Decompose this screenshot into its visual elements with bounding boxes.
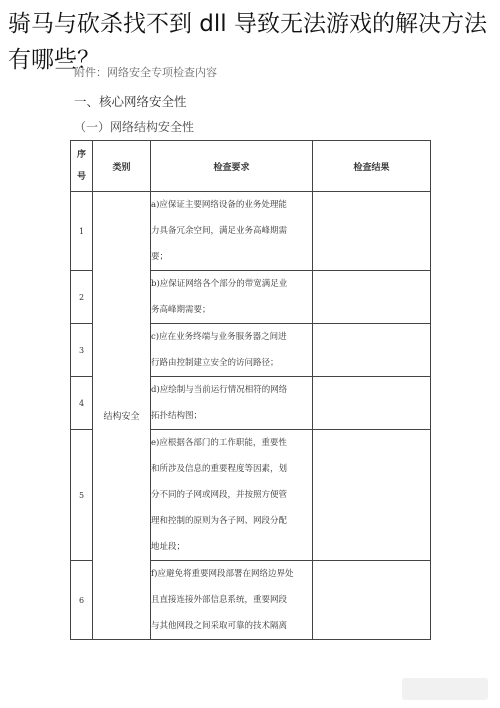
requirement-line: 与其他网段之间采取可靠的技术隔离 <box>151 621 288 631</box>
requirement-line: c)应在业务终端与业务服务器之间进 <box>151 332 287 342</box>
header-number-line: 序 <box>76 150 86 160</box>
requirement-cell <box>151 192 313 271</box>
requirement-line: 地址段； <box>151 542 186 552</box>
requirement-cell <box>151 561 313 640</box>
requirement-line: 行路由控制建立安全的访问路径； <box>151 358 279 368</box>
requirement-cell <box>151 324 313 377</box>
requirement-line: 和所涉及信息的重要程度等因素，划 <box>151 464 288 474</box>
requirement-line: 要； <box>151 252 169 262</box>
appendix-title: 附件：网络安全专项检查内容 <box>74 66 217 79</box>
requirement-cell <box>151 271 313 324</box>
requirement-line: 分不同的子网或网段，并按照方便管 <box>151 490 288 500</box>
category-cell: 结构安全 <box>93 192 151 640</box>
row-number: 1 <box>71 192 93 271</box>
requirement-cell <box>151 430 313 561</box>
row-number: 3 <box>71 324 93 377</box>
requirement-line: a)应保证主要网络设备的业务处理能 <box>151 200 287 210</box>
requirement-line: b)应保证网络各个部分的带宽满足业 <box>151 279 288 289</box>
page-title: 骑马与砍杀找不到 dll 导致无法游戏的解决方法有哪些？ <box>8 11 488 73</box>
row-number: 2 <box>71 271 93 324</box>
requirement-line: 务高峰期需要； <box>151 305 211 315</box>
header-requirements: 检查要求 <box>151 141 313 192</box>
requirement-line: f)应避免将重要网段部署在网络边界处 <box>151 569 294 579</box>
result-cell <box>313 324 431 377</box>
requirement-line: e)应根据各部门的工作职能，重要性 <box>151 438 287 448</box>
header-number <box>71 141 93 192</box>
result-cell <box>313 271 431 324</box>
subsection-heading: （一）网络结构安全性 <box>74 120 195 134</box>
header-result: 检查结果 <box>313 141 431 192</box>
requirement-line: 理和控制的原则为各子网、网段分配 <box>151 516 288 526</box>
result-cell <box>313 377 431 430</box>
requirement-cell <box>151 377 313 430</box>
header-category: 类别 <box>93 141 151 192</box>
requirement-line: 且直接连接外部信息系统，重要网段 <box>151 595 288 605</box>
requirement-line: 力具备冗余空间，满足业务高峰期需 <box>151 226 288 236</box>
section-heading: 一、核心网络安全性 <box>74 94 187 109</box>
table-row <box>71 192 431 271</box>
header-number-line: 号 <box>76 172 86 182</box>
watermark-logo <box>402 678 488 700</box>
row-number: 5 <box>71 430 93 561</box>
result-cell <box>313 430 431 561</box>
result-cell <box>313 192 431 271</box>
requirement-line: 拓扑结构图； <box>151 411 203 421</box>
result-cell <box>313 561 431 640</box>
table-header-row <box>71 141 431 192</box>
row-number: 6 <box>71 561 93 640</box>
inspection-table <box>70 140 431 640</box>
row-number: 4 <box>71 377 93 430</box>
requirement-line: d)应绘制与当前运行情况相符的网络 <box>151 385 288 395</box>
